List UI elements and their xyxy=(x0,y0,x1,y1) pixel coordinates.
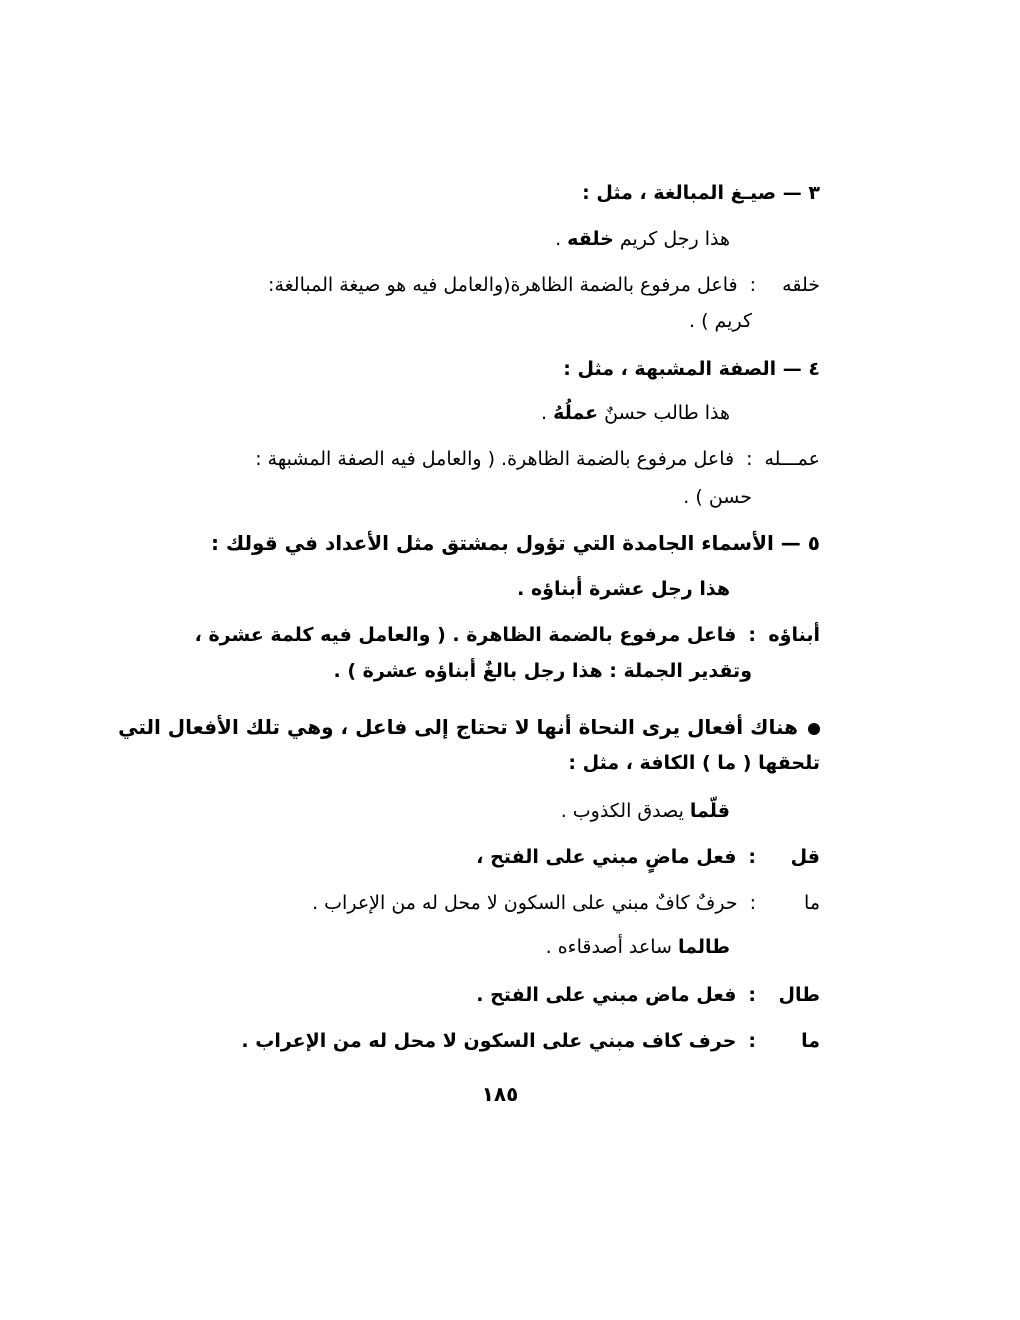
parsed-word: طال xyxy=(778,984,820,1006)
period: . xyxy=(517,578,531,600)
parsing-line: ما:حرفٌ كافٌ مبني على السكون لا محل له من الإعراب . xyxy=(312,892,820,914)
parsing-text: فعل ماض مبني على الفتح . xyxy=(476,984,737,1006)
example-highlight: طالما xyxy=(677,936,730,958)
parsing-line: طال:فعل ماض مبني على الفتح . xyxy=(476,984,820,1006)
parsing-text: فاعل مرفوع بالضمة الظاهرة. ( والعامل فيه الصفة المشبهة : xyxy=(255,448,735,470)
period: . xyxy=(541,402,554,424)
example-text: يصدق الكذوب . xyxy=(560,800,690,822)
parsing-continuation: وتقدير الجملة : هذا رجل بالغٌ أبناؤه عشرة ) . xyxy=(333,660,752,682)
parsing-line: أبناؤه:فاعل مرفوع بالضمة الظاهرة . ( والعامل فيه كلمة عشرة ، xyxy=(194,624,820,646)
example-highlight: عملُهُ xyxy=(553,402,599,424)
bullet-icon xyxy=(808,723,820,735)
parsing-text: حرفٌ كافٌ مبني على السكون لا محل له من الإعراب . xyxy=(312,892,738,914)
parsing-continuation: كريم ) . xyxy=(689,310,752,332)
example-sentence xyxy=(546,934,730,960)
note-continuation: تلحقها ( ما ) الكافة ، مثل : xyxy=(568,752,820,774)
parsed-word: عمـــله xyxy=(764,448,820,470)
example-highlight: قلّما xyxy=(689,800,730,822)
note-paragraph xyxy=(118,714,820,740)
example-sentence xyxy=(541,400,730,426)
parsing-text: حرف كاف مبني على السكون لا محل له من الإعراب . xyxy=(241,1030,737,1052)
section-3-heading: ٣ — صيـغ المبالغة ، مثل : xyxy=(582,182,820,204)
parsing-text: فعل ماضٍ مبني على الفتح ، xyxy=(476,846,737,868)
example-text: ساعد أصدقاءه . xyxy=(545,936,678,958)
example-sentence xyxy=(555,226,730,252)
parsed-word: أبناؤه xyxy=(768,624,820,646)
parsing-line: قل:فعل ماضٍ مبني على الفتح ، xyxy=(476,846,820,868)
parsing-line: عمـــله:فاعل مرفوع بالضمة الظاهرة. ( والعامل فيه الصفة المشبهة : xyxy=(255,448,820,470)
note-text: هناك أفعال يرى النحاة أنها لا تحتاج إلى فاعل ، وهي تلك الأفعال التي xyxy=(118,715,798,739)
parsed-word: ما xyxy=(801,1030,820,1052)
parsed-word: قل xyxy=(790,846,820,868)
parsing-line: ما:حرف كاف مبني على السكون لا محل له من الإعراب . xyxy=(241,1030,820,1052)
parsing-text: فاعل مرفوع بالضمة الظاهرة(والعامل فيه هو صيغة المبالغة: xyxy=(268,274,738,296)
example-highlight: خلقه xyxy=(567,228,614,250)
parsing-text: فاعل مرفوع بالضمة الظاهرة . ( والعامل فيه كلمة عشرة ، xyxy=(194,624,737,646)
parsed-word: ما xyxy=(804,892,820,914)
period: . xyxy=(555,228,568,250)
example-text: هذا طالب حسنٌ xyxy=(598,402,730,424)
example-text: هذا رجل عشرة xyxy=(582,578,730,600)
parsed-word: خلقه xyxy=(782,274,820,296)
parsing-continuation: حسن ) . xyxy=(683,486,752,508)
page-number: ١٨٥ xyxy=(481,1082,519,1106)
section-5-heading: ٥ — الأسماء الجامدة التي تؤول بمشتق مثل الأعداد في قولك : xyxy=(210,531,820,555)
section-4-heading: ٤ — الصفة المشبهة ، مثل : xyxy=(563,358,820,380)
example-sentence xyxy=(517,576,730,602)
parsing-line: خلقه:فاعل مرفوع بالضمة الظاهرة(والعامل فيه هو صيغة المبالغة: xyxy=(268,274,820,296)
example-sentence xyxy=(561,798,730,824)
example-highlight: أبناؤه xyxy=(530,578,583,600)
example-text: هذا رجل كريم xyxy=(613,228,730,250)
